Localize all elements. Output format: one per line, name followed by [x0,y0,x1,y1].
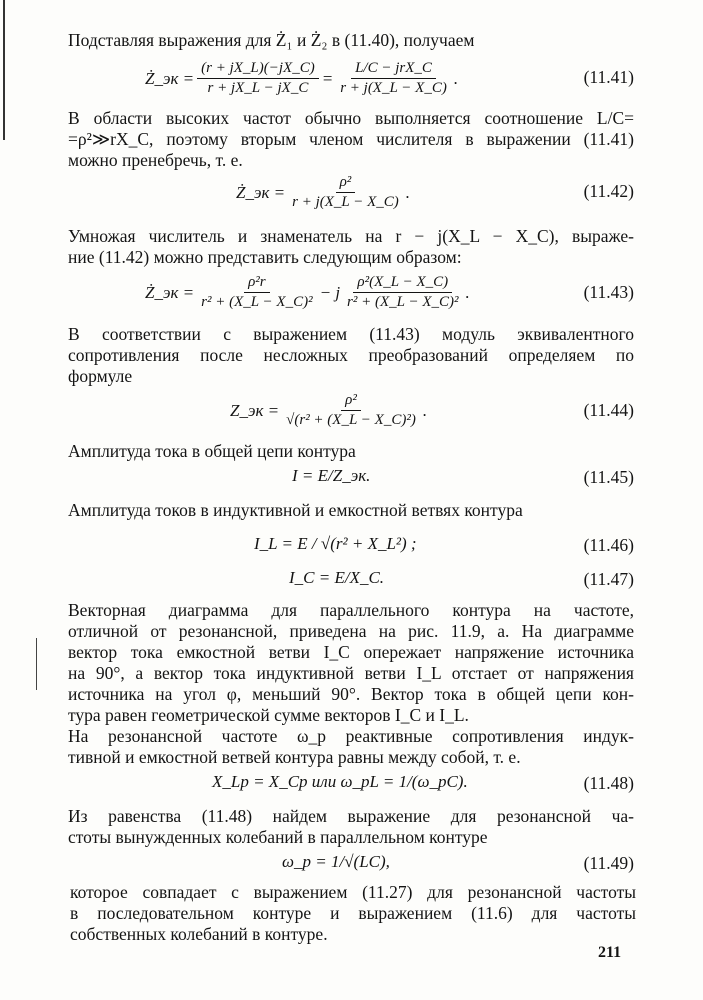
equation-lhs: Ż_эк = [236,182,286,202]
numerator: ρ²r [244,274,270,293]
equation-lhs: Ż_эк = [145,68,195,88]
equation-number: (11.45) [583,467,634,487]
text-line: на 90°, а вектор тока индуктивной ветви I_L отстает от напряжения [68,663,634,683]
minus-j: − j [319,282,341,302]
equation-11-45 [292,466,370,486]
denominator: r + jX_L − jX_C [207,80,309,96]
text-line: отличной от резонансной, приведена на рис. 11.9, а. На диаграмме [68,621,634,641]
equation-number: (11.48) [583,773,634,793]
numerator: ρ² [336,174,356,193]
text-line: В области высоких частот обычно выполняется соотношение L/C= [68,108,634,128]
equation-text: I_C = E/X_C. [289,568,385,587]
denominator: r + j(X_L − X_C) [292,194,399,210]
equation-number: (11.49) [583,853,634,873]
equals-sign: = [321,68,334,88]
equation-11-41 [145,60,458,97]
equation-number: (11.41) [583,67,634,87]
paragraph-conclusion [70,882,636,945]
equation-number: (11.43) [583,282,634,302]
text-line: Амплитуда тока в общей цепи контура [68,441,356,461]
paragraph-resonance [68,726,634,768]
text-line: тивной и емкостной ветвей контура равны между собой, т. е. [68,747,521,767]
text-line: Амплитуда токов в индуктивной и емкостной ветвях контура [68,500,523,520]
text-line: тура равен геометрической сумме векторов I_C и I_L. [68,705,469,725]
text-line: На резонансной частоте ω_р реактивные сопротивления индук- [68,726,634,746]
equation-11-49 [282,852,390,872]
text-line: формуле [68,366,133,386]
equation-text: X_Lр = X_Cр или ω_рL = 1/(ω_рC). [212,772,468,791]
equation-text: I_L = E / √(r² + X_L²) ; [254,534,417,553]
numerator: (r + jX_L)(−jX_C) [197,60,319,79]
paragraph-high-frequency [68,108,634,171]
equation-lhs: Z_эк = [230,400,280,420]
fraction [336,60,451,97]
text-line: Подставляя выражения для Ż₁ и Ż₂ в (11.40), получаем [68,30,475,50]
text-line: вектор тока емкостной ветви I_C опережает напряжение источника [68,642,634,662]
paragraph-modulus [68,324,634,387]
period: . [453,68,459,88]
period: . [422,400,428,420]
paragraph-branch-currents [68,500,634,521]
equation-text: I = E/Z_эк. [292,466,371,485]
equation-lhs: Ż_эк = [145,282,195,302]
paragraph-intro [68,30,634,51]
page-number: 211 [598,944,622,961]
equation-11-44 [230,392,427,429]
period: . [405,182,411,202]
equation-11-47 [289,568,384,588]
fraction [343,274,462,311]
paragraph-multiply [68,226,634,268]
equation-number: (11.42) [583,181,634,201]
text-line: которое совпадает с выражением (11.27) для резонансной частоты [70,882,636,902]
numerator: ρ²(X_L − X_C) [353,274,452,293]
text-line: =ρ²≫rX_C, поэтому вторым членом числителя в выражении (11.41) [68,129,634,149]
fraction [282,392,420,429]
period: . [465,282,470,302]
text-line: можно пренебречь, т. е. [68,150,243,170]
equation-11-43 [145,274,470,311]
equation-number: (11.47) [583,569,634,589]
text-line: Умножая числитель и знаменатель на r − j(X_L − X_C), выраже- [68,226,634,246]
text-line: стоты вынужденных колебаний в параллельном контуре [68,827,488,847]
numerator: ρ² [341,392,361,411]
text-line: В соответствии с выражением (11.43) модуль эквивалентного [68,324,634,344]
denominator: r² + (X_L − X_C)² [347,294,459,310]
paragraph-vector-diagram [68,600,634,726]
equation-11-42 [236,174,410,211]
text-line: сопротивления после несложных преобразований определяем по [68,345,634,365]
denominator: r² + (X_L − X_C)² [201,294,313,310]
text-line: собственных колебаний в контуре. [70,924,328,944]
fraction [197,274,316,311]
text-line: ние (11.42) можно представить следующим образом: [68,247,462,267]
margin-mark [36,638,37,690]
fraction [197,60,319,97]
text-line: Из равенства (11.48) найдем выражение для резонансной ча- [68,806,634,826]
denominator: r + j(X_L − X_C) [340,80,447,96]
fraction [288,174,403,211]
equation-text: ω_р = 1/√(LC), [282,852,390,871]
paragraph-total-current [68,441,634,462]
equation-number: (11.44) [583,400,634,420]
text-line: в последовательном контуре и выражением (11.6) для частоты [70,903,636,923]
paragraph-equality [68,806,634,848]
denominator: √(r² + (X_L − X_C)²) [286,412,416,428]
equation-11-46 [254,534,417,554]
equation-number: (11.46) [583,535,634,555]
equation-11-48 [212,772,468,792]
text-line: источника на угол φ, меньший 90°. Вектор тока в общей цепи кон- [68,684,634,704]
numerator: L/C − jrX_C [351,60,436,79]
text-line: Векторная диаграмма для параллельного контура на частоте, [68,600,634,620]
page-edge-mark [3,0,5,140]
